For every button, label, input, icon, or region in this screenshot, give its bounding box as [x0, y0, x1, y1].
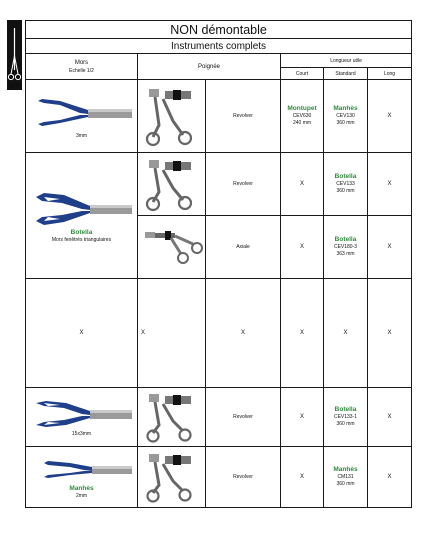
revolver-handle-image [143, 156, 201, 212]
handle-image-cell [138, 216, 206, 279]
standard-length: 360 mm [336, 481, 355, 487]
forceps-jaw-image [30, 189, 134, 229]
handle-type: Axiale [206, 216, 281, 279]
standard-brand: Botella [334, 406, 357, 413]
standard-brand: Manhès [333, 105, 358, 112]
header-standard: Standard [324, 68, 368, 80]
mors-cell [26, 447, 138, 508]
standard-cell [324, 80, 368, 153]
court-cell: X [281, 447, 324, 508]
standard-ref: CEV180-3 [333, 244, 358, 250]
header-longueur: Longueur utile [281, 54, 412, 68]
standard-length: 360 mm [336, 120, 355, 126]
revolver-handle-image [143, 391, 201, 443]
forceps-jaw-image [30, 397, 134, 431]
table-row [26, 447, 412, 508]
long-cell: X [368, 279, 412, 388]
court-cell: X [281, 279, 324, 388]
table-row [26, 80, 412, 153]
forceps-jaw-image [30, 93, 134, 133]
mors-brand: Manhès [69, 485, 94, 492]
standard-cell [324, 216, 368, 279]
standard-length: 360 mm [336, 421, 355, 427]
long-cell: X [368, 153, 412, 216]
mors-caption: Mors fenêtrés triangulaires [51, 236, 112, 243]
revolver-handle-image [143, 451, 201, 503]
handle-image-cell [138, 388, 206, 447]
scissors-icon [8, 26, 21, 86]
forceps-jaw-image [30, 455, 134, 485]
handle-image-cell [138, 447, 206, 508]
revolver-handle-image [143, 85, 201, 147]
standard-brand: Manhès [333, 466, 358, 473]
handle-type: X [206, 279, 281, 388]
court-cell: X [281, 216, 324, 279]
handle-type: Revolver [206, 80, 281, 153]
long-cell: X [368, 80, 412, 153]
instruments-table [25, 20, 412, 508]
header-long: Long [368, 68, 412, 80]
standard-ref: CM131 [337, 474, 354, 480]
court-cell [281, 80, 324, 153]
mors-cell: X [26, 279, 138, 388]
mors-caption: 3mm [75, 133, 88, 139]
long-cell: X [368, 388, 412, 447]
table-row [26, 279, 412, 388]
axial-handle-image [141, 224, 203, 270]
court-brand: Montupet [287, 105, 317, 112]
court-cell: X [281, 388, 324, 447]
header-mors [26, 54, 138, 80]
header-poignee: Poignée [138, 54, 281, 80]
standard-length: 360 mm [336, 188, 355, 194]
standard-cell [324, 447, 368, 508]
mors-caption: 2mm [75, 493, 88, 499]
court-ref: CEV630 [292, 113, 312, 119]
handle-image-cell: X [138, 279, 206, 388]
handle-type: Revolver [206, 388, 281, 447]
table-row [26, 388, 412, 447]
standard-ref: CEV133 [336, 181, 355, 187]
standard-brand: Botella [334, 173, 357, 180]
court-cell: X [281, 153, 324, 216]
header-court: Court [281, 68, 324, 80]
standard-ref: CEV130 [336, 113, 355, 119]
page-title: NON démontable [26, 21, 412, 39]
handle-type: Revolver [206, 447, 281, 508]
long-cell: X [368, 447, 412, 508]
standard-cell [324, 153, 368, 216]
handle-type: Revolver [206, 153, 281, 216]
standard-length: 363 mm [336, 251, 355, 257]
header-mors-label: Mors [74, 59, 89, 66]
sidebar-tab [7, 20, 22, 90]
long-cell: X [368, 216, 412, 279]
handle-image-cell [138, 153, 206, 216]
page-subtitle: Instruments complets [26, 39, 412, 54]
standard-brand: Botella [334, 236, 357, 243]
standard-cell: X [324, 279, 368, 388]
standard-ref: CEV133-1 [333, 414, 358, 420]
mors-brand: Botella [70, 228, 93, 236]
handle-image-cell [138, 80, 206, 153]
header-mors-scale: Echelle 1/2 [69, 67, 94, 74]
mors-cell [26, 388, 138, 447]
table-row [26, 153, 412, 216]
mors-cell [26, 153, 138, 279]
court-length: 240 mm [292, 120, 312, 126]
mors-caption: 15x3mm [71, 431, 92, 437]
standard-cell [324, 388, 368, 447]
mors-cell [26, 80, 138, 153]
